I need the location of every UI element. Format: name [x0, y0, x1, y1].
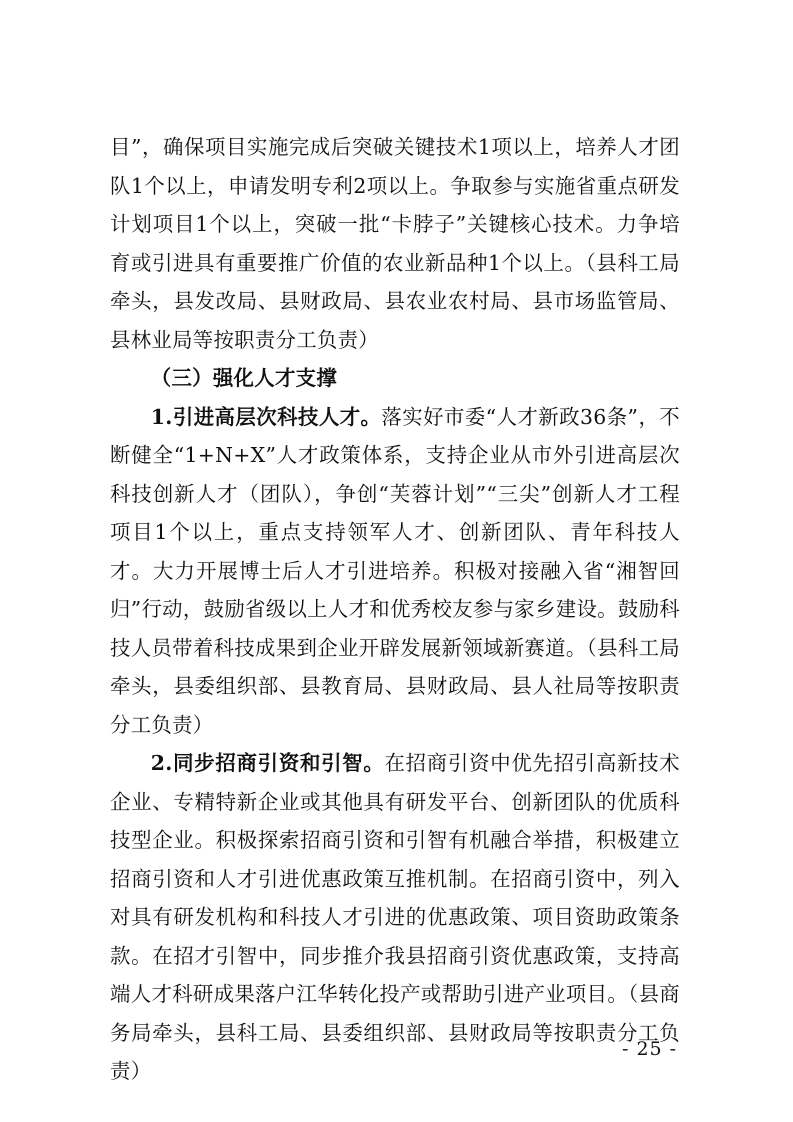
- item-2-title: 2.同步招商引资和引智。: [150, 751, 385, 775]
- paragraph-continuation: 目”，确保项目实施完成后突破关键技术1项以上，培养人才团队1个以上，申请发明专利2项以上。争取参与实施省重点研发计划项目1个以上，突破一批“卡脖子”关键核心技术。力争培育或引进具有重要推广价值的农业新品种1个以上。（县科工局牵头，县发改局、县财政局、县农业农村局、县市场监管局、县林业局等按职责分工负责）: [110, 135, 680, 352]
- item-2-body: 在招商引资中优先招引高新技术企业、专精特新企业或其他具有研发平台、创新团队的优质科技型企业。积极探索招商引资和引智有机融合举措，积极建立招商引资和人才引进优惠政策互推机制。在招商引资中，列入对具有研发机构和科技人才引进的优惠政策、项目资助政策条款。在招才引智中，同步推介我县招商引资优惠政策，支持高端人才科研成果落户江华转化投产或帮助引进产业项目。（县商务局牵头，县科工局、县委组织部、县财政局等按职责分工负责）: [110, 751, 680, 1083]
- document-body: [110, 128, 680, 1091]
- item-1-body: 落实好市委“人才新政36条”，不断健全“1+N+X”人才政策体系，支持企业从市外引进高层次科技创新人才（团队），争创“芙蓉计划”“三尖”创新人才工程项目1个以上，重点支持领军人才、创新团队、青年科技人才。大力开展博士后人才引进培养。积极对接融入省“湘智回归”行动，鼓励省级以上人才和优秀校友参与家乡建设。鼓励科技人员带着科技成果到企业开辟发展新领域新赛道。（县科工局牵头，县委组织部、县教育局、县财政局、县人社局等按职责分工负责）: [110, 404, 680, 737]
- paragraph-item-1: [110, 398, 680, 745]
- paragraph-item-2: [110, 744, 680, 1091]
- section-heading: （三）强化人才支撑: [150, 366, 338, 390]
- page-number: - 25 -: [622, 1038, 678, 1060]
- item-1-title: 1.引进高层次科技人才。: [150, 404, 382, 429]
